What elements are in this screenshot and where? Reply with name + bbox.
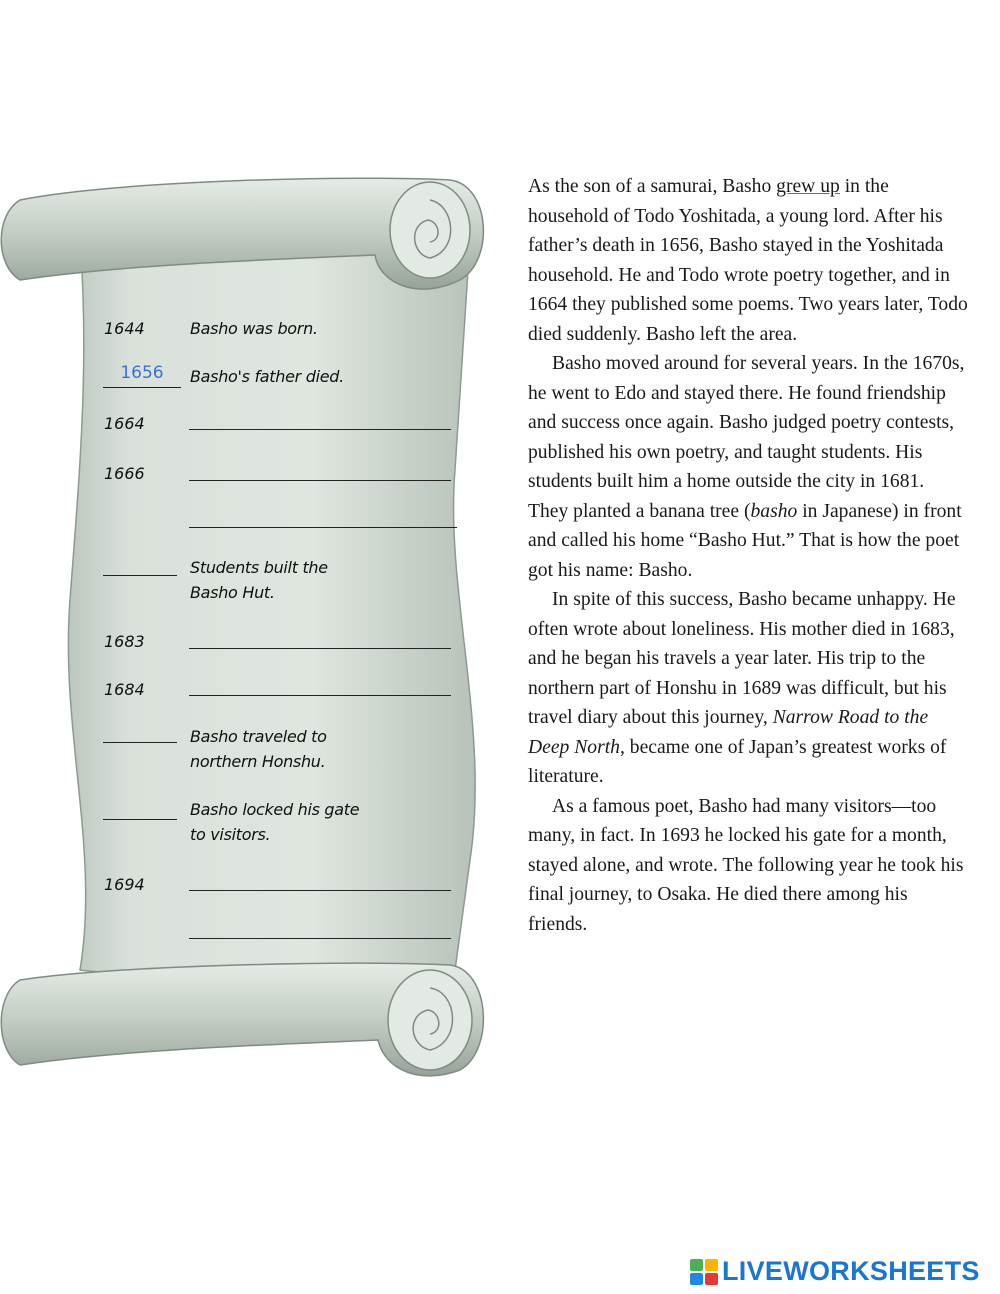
event-answer-field[interactable] bbox=[189, 455, 451, 481]
timeline-event: to visitors. bbox=[190, 825, 271, 844]
timeline-event: Students built the bbox=[190, 558, 328, 577]
logo-square bbox=[705, 1259, 718, 1271]
timeline-year: 1684 bbox=[104, 680, 145, 699]
brand-name: LIVEWORKSHEETS bbox=[722, 1256, 980, 1286]
timeline-event: Basho traveled to bbox=[190, 727, 327, 746]
passage-text: , became one of Japan’s greatest works of literature. bbox=[528, 736, 947, 787]
passage-text: In spite of this success, Basho became unhappy. He often wrote about loneliness. His mother died in 1683, and he began his travels a year later. His trip to the northern part of Honshu in 1689 was difficult, but his travel diary about this journey, bbox=[528, 589, 956, 728]
passage-paragraph bbox=[528, 585, 968, 792]
event-answer-field[interactable] bbox=[189, 865, 451, 891]
liveworksheets-logo-icon bbox=[690, 1259, 718, 1285]
passage-paragraph: As a famous poet, Basho had many visitors—too many, in fact. In 1693 he locked his gate for a month, stayed alone, and wrote. The following year he took his final journey, to Osaka. He died there among his friends. bbox=[528, 795, 964, 935]
passage-text: As the son of a samurai, Basho bbox=[528, 176, 777, 197]
timeline-event: Basho was born. bbox=[190, 319, 318, 338]
italic-term: basho bbox=[750, 500, 798, 522]
passage-text: in the household of Todo Yoshitada, a young lord. After his father’s death in 1656, Basho stayed in the Yoshitada household. He and Todo wrote poetry together, and in 1664 they published some poems. Two years later, Todo died suddenly. Basho left the area. bbox=[528, 176, 968, 345]
timeline-event: Basho's father died. bbox=[190, 367, 344, 386]
timeline-year: 1644 bbox=[104, 319, 145, 338]
timeline-year: 1666 bbox=[104, 464, 145, 483]
timeline-event: Basho Hut. bbox=[190, 583, 275, 602]
timeline-event: northern Honshu. bbox=[190, 752, 326, 771]
passage-paragraph bbox=[528, 172, 968, 349]
logo-square bbox=[690, 1273, 703, 1285]
year-answer-field[interactable] bbox=[103, 794, 177, 820]
event-answer-field[interactable] bbox=[189, 913, 451, 939]
timeline-year: 1683 bbox=[104, 632, 145, 651]
passage-text: Basho moved around for several years. In the 1670s, he went to Edo and stayed there. He found friendship and success once again. Basho judged poetry contests, published his own poetry, and taught students. His students built him a home outside the city in 1681. They planted a banana tree ( bbox=[528, 353, 965, 522]
event-answer-field[interactable] bbox=[189, 670, 451, 696]
passage-paragraph bbox=[528, 349, 968, 585]
logo-square bbox=[690, 1259, 703, 1271]
book-title: Narrow Road to the Deep North bbox=[528, 707, 929, 758]
passage-text: in Japanese) in front and called his home “Basho Hut.” That is how the poet got his name: Basho. bbox=[528, 500, 962, 581]
year-answer-field[interactable] bbox=[103, 717, 177, 743]
year-answer-field[interactable]: 1656 bbox=[103, 360, 181, 388]
logo-square bbox=[705, 1273, 718, 1285]
year-answer-field[interactable] bbox=[103, 550, 177, 576]
timeline-event: Basho locked his gate bbox=[190, 800, 360, 819]
event-answer-field[interactable] bbox=[189, 502, 457, 528]
timeline-year: 1664 bbox=[104, 414, 145, 433]
event-answer-field[interactable] bbox=[189, 404, 451, 430]
timeline-year: 1694 bbox=[104, 875, 145, 894]
liveworksheets-brand bbox=[690, 1256, 980, 1287]
reading-passage bbox=[528, 172, 968, 939]
event-answer-field[interactable] bbox=[189, 623, 451, 649]
underlined-phrase: grew up bbox=[776, 176, 840, 197]
